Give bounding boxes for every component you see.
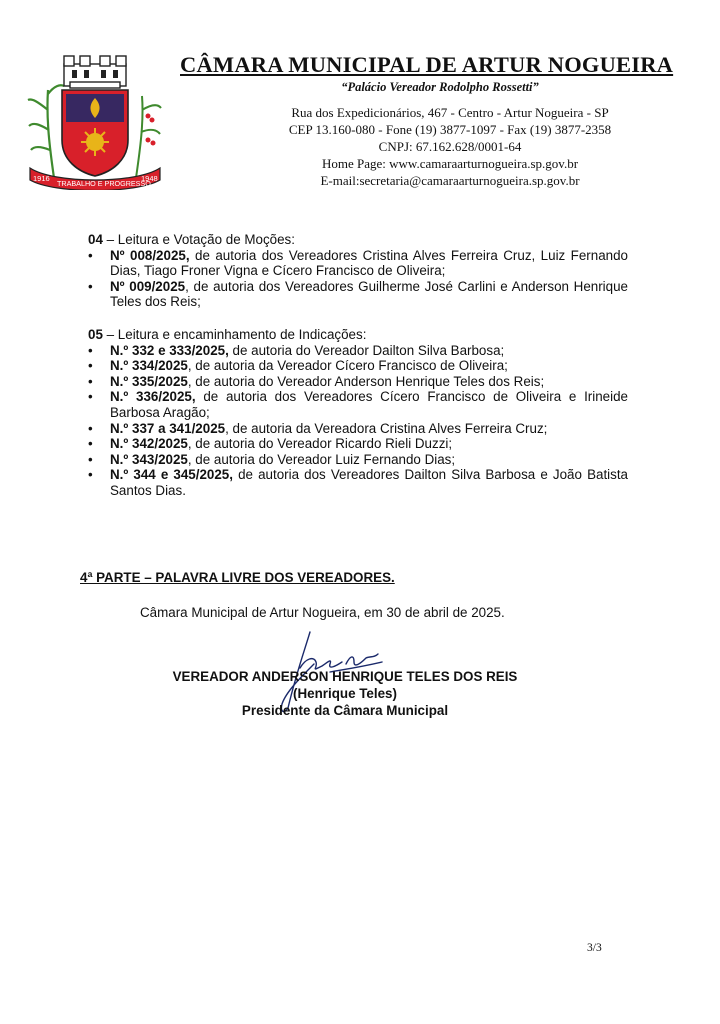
list-item: • N.º 342/2025, de autoria do Vereador Ricardo Rieli Duzzi; xyxy=(88,436,453,452)
crest-year-right: 1948 xyxy=(141,174,158,183)
section-04-number: 04 xyxy=(88,232,103,247)
item-number: Nº 008/2025, xyxy=(110,247,190,263)
item-number: N.º 343/2025 xyxy=(110,451,188,467)
item-text: , de autoria do Vereador Luiz Fernando Dias; xyxy=(187,451,456,467)
item-text: de autoria do Vereador Dailton Silva Barbosa; xyxy=(228,342,505,358)
list-item: • N.º 335/2025, de autoria do Vereador Anderson Henrique Teles dos Reis; xyxy=(88,373,545,389)
list-item: • N.º 337 a 341/2025, de autoria da Vereadora Cristina Alves Ferreira Cruz; xyxy=(88,420,548,436)
item-number: N.º 336/2025, xyxy=(110,389,196,405)
part-4-heading: 4ª PARTE – PALAVRA LIVRE DOS VEREADORES. xyxy=(80,570,395,585)
section-04-title xyxy=(88,232,628,248)
signature-block xyxy=(150,668,540,719)
list-item: • N.º 344 e 345/2025, de autoria dos Vereadores Dailton Silva Barbosa e João Batista Santos Dias. xyxy=(88,467,629,498)
page-number: 3/3 xyxy=(587,942,602,954)
item-text: de autoria dos Vereadores Dailton Silva Barbosa e João Batista Santos Dias. xyxy=(110,467,629,498)
signer-nickname: (Henrique Teles) xyxy=(293,686,397,701)
email-line: E-mail:secretaria@camaraarturnogueira.sp.gov.br xyxy=(320,173,580,188)
section-04-heading: – Leitura e Votação de Moções: xyxy=(102,232,295,247)
municipal-crest-logo xyxy=(24,50,166,190)
item-text: , de autoria dos Vereadores Guilherme José Carlini e Anderson Henrique Teles dos Reis; xyxy=(110,278,628,310)
item-text: , de autoria da Vereadora Cristina Alves Ferreira Cruz; xyxy=(225,420,548,436)
item-number: N.º 344 e 345/2025, xyxy=(110,467,233,483)
list-item: • Nº 009/2025, de autoria dos Vereadores Guilherme José Carlini e Anderson Henrique Teles dos Reis; xyxy=(88,278,628,310)
item-text: , de autoria da Vereador Cícero Francisco de Oliveira; xyxy=(187,358,508,374)
list-item: • N.º 332 e 333/2025, de autoria do Vereador Dailton Silva Barbosa; xyxy=(88,342,505,358)
agenda-body xyxy=(88,232,628,499)
phone-line: CEP 13.160-080 - Fone (19) 3877-1097 - Fax (19) 3877-2358 xyxy=(288,122,612,137)
cnpj-line: CNPJ: 67.162.628/0001-64 xyxy=(378,139,522,154)
address-line: Rua dos Expedicionários, 467 - Centro - Artur Nogueira - SP xyxy=(291,105,609,120)
item-text: de autoria dos Vereadores Cristina Alves Ferreira Cruz, Luiz Fernando Dias, Tiago Froner Vigna e Cícero Francisco de Oliveira; xyxy=(110,247,628,279)
item-number: N.º 332 e 333/2025, xyxy=(110,342,229,358)
homepage-line: Home Page: www.camaraarturnogueira.sp.gov.br xyxy=(321,156,579,171)
section-05-title xyxy=(88,327,628,343)
item-number: Nº 009/2025 xyxy=(110,278,186,294)
item-text: , de autoria do Vereador Ricardo Rieli Duzzi; xyxy=(187,436,453,452)
list-item: • N.º 336/2025, de autoria dos Vereadores Cícero Francisco de Oliveira e Irineide Barbosa Aragão; xyxy=(88,389,628,420)
section-05-number: 05 xyxy=(88,326,103,342)
item-number: N.º 342/2025 xyxy=(110,436,188,452)
signer-role: Presidente da Câmara Municipal xyxy=(241,703,449,718)
crest-motto: TRABALHO E PROGRESSO xyxy=(57,179,151,188)
item-number: N.º 335/2025 xyxy=(110,373,188,389)
dateline: Câmara Municipal de Artur Nogueira, em 30 de abril de 2025. xyxy=(140,605,505,620)
item-text: de autoria dos Vereadores Cícero Francisco de Oliveira e Irineide Barbosa Aragão; xyxy=(110,389,628,420)
list-item: • Nº 008/2025, de autoria dos Vereadores Cristina Alves Ferreira Cruz, Luiz Fernando Dias, Tiago Froner Vigna e Cícero Francisco de Oliveira; xyxy=(88,247,628,279)
crest-year-left: 1916 xyxy=(33,174,50,183)
signer-name: VEREADOR ANDERSON HENRIQUE TELES DOS REIS xyxy=(172,669,518,684)
list-item: • N.º 343/2025, de autoria do Vereador Luiz Fernando Dias; xyxy=(88,451,456,467)
item-number: N.º 337 a 341/2025 xyxy=(110,420,226,436)
item-number: N.º 334/2025 xyxy=(110,358,188,374)
section-05-heading: – Leitura e encaminhamento de Indicações: xyxy=(102,326,367,342)
institution-title: CÂMARA MUNICIPAL DE ARTUR NOGUEIRA xyxy=(180,52,674,77)
contact-block xyxy=(240,104,660,189)
item-text: , de autoria do Vereador Anderson Henrique Teles dos Reis; xyxy=(187,373,545,389)
institution-subtitle: “Palácio Vereador Rodolpho Rossetti” xyxy=(341,80,539,94)
list-item: • N.º 334/2025, de autoria da Vereador Cícero Francisco de Oliveira; xyxy=(88,358,508,374)
